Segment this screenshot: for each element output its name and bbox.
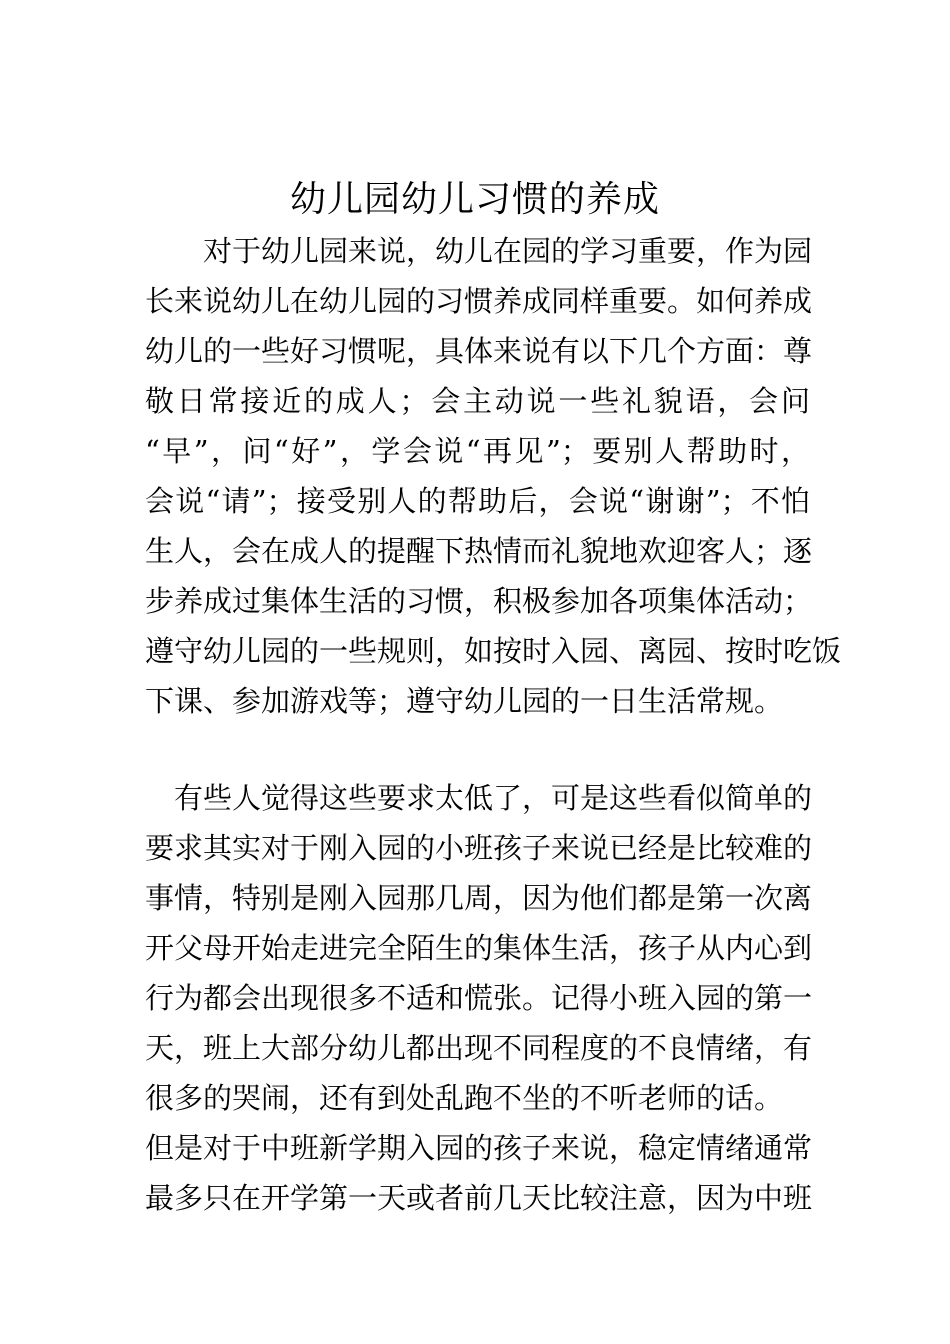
paragraph-2-line-7: 很多的哭闹，还有到处乱跑不坐的不听老师的话。 (145, 1081, 784, 1115)
paragraph-2-line-3: 事情，特别是刚入园那几周，因为他们都是第一次离 (145, 881, 813, 915)
paragraph-1-line-4: 敬日常接近的成人；会主动说一些礼貌语，会问 (145, 384, 810, 418)
paragraph-2-line-2: 要求其实对于刚入园的小班孩子来说已经是比较难的 (145, 831, 813, 865)
document-title: 幼儿园幼儿习惯的养成 (289, 179, 660, 220)
paragraph-1-line-2: 长来说幼儿在幼儿园的习惯养成同样重要。如何养成 (145, 284, 813, 318)
paragraph-1-line-7: 生人，会在成人的提醒下热情而礼貌地欢迎客人；逐 (145, 534, 813, 568)
paragraph-2-line-5: 行为都会出现很多不适和慌张。记得小班入园的第一 (145, 981, 813, 1015)
paragraph-1-line-6: 会说“请”；接受别人的帮助后，会说“谢谢”；不怕 (145, 484, 810, 518)
paragraph-1-line-1: 对于幼儿园来说，幼儿在园的学习重要，作为园 (203, 234, 813, 268)
paragraph-1-line-9: 遵守幼儿园的一些规则，如按时入园、离园、按时吃饭 (145, 634, 842, 668)
paragraph-1-line-8: 步养成过集体生活的习惯，积极参加各项集体活动； (145, 584, 813, 618)
paragraph-3-line-1: 但是对于中班新学期入园的孩子来说，稳定情绪通常 (145, 1131, 813, 1165)
paragraph-2-line-6: 天，班上大部分幼儿都出现不同程度的不良情绪，有 (145, 1031, 813, 1065)
paragraph-2-line-1: 有些人觉得这些要求太低了，可是这些看似简单的 (174, 781, 813, 815)
paragraph-1-line-5: “早”，问“好”，学会说“再见”；要别人帮助时， (145, 434, 810, 468)
paragraph-3-line-2: 最多只在开学第一天或者前几天比较注意，因为中班 (145, 1181, 813, 1215)
paragraph-2-line-4: 开父母开始走进完全陌生的集体生活，孩子从内心到 (145, 931, 813, 965)
paragraph-1-line-10: 下课、参加游戏等；遵守幼儿园的一日生活常规。 (145, 684, 784, 718)
paragraph-1-line-3: 幼儿的一些好习惯呢，具体来说有以下几个方面：尊 (145, 334, 813, 368)
